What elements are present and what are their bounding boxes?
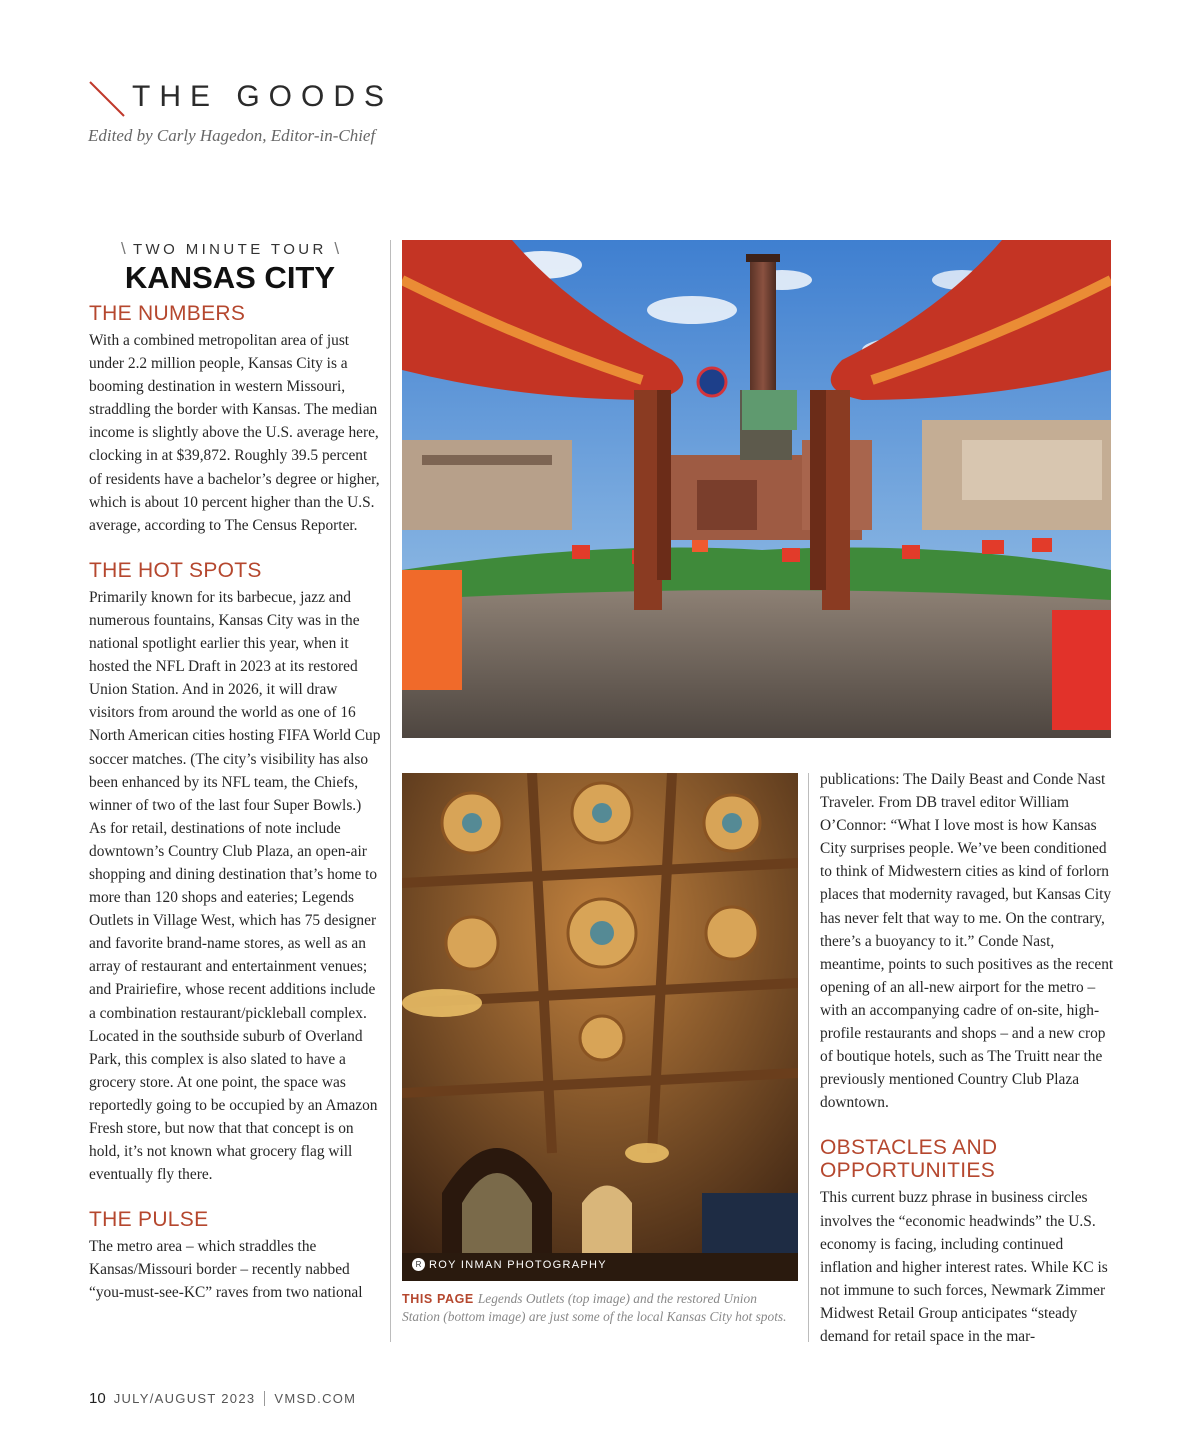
slash-icon	[88, 80, 128, 120]
body-the-pulse: The metro area – which straddles the Kansas/Missouri border – recently nabbed “you-must-see-KC” raves from two national	[89, 1238, 363, 1302]
photo-union-station-image	[402, 773, 798, 1281]
heading-obstacles-opportunities: OBSTACLES AND OPPORTUNITIES	[820, 1136, 998, 1183]
photo-credit	[412, 1258, 607, 1271]
page-number: 10	[89, 1390, 106, 1407]
column-right	[820, 768, 1115, 1370]
page-footer	[89, 1390, 356, 1407]
photo-credit-text: ROY INMAN PHOTOGRAPHY	[429, 1259, 607, 1271]
editor-credit: Edited by Carly Hagedon, Editor-in-Chief	[88, 126, 376, 145]
slash-icon: \	[334, 239, 340, 258]
caption-lead: THIS PAGE	[402, 1292, 474, 1306]
body-the-hot-spots: Primarily known for its barbecue, jazz and numerous fountains, Kansas City was in the national spotlight earlier this year, when it hosted the NFL Draft in 2023 at its restored Union Station. And in 2026, it will draw visitors from around the world as one of 16 North American cities hosting FIFA World Cup soccer matches. (The city’s visibility has also been enhanced by its NFL team, the Chiefs, winner of two of the last four Super Bowls.) As for retail, destinations of note include downtown’s Country Club Plaza, an open-air shopping and dining destination that’s home to more than 120 shops and eateries; Legends Outlets in Village West, which has 75 designer and favorite brand-name stores, as well as an array of restaurant and entertainment venues; and Prairiefire, whose recent additions include a combination restaurant/pickleball complex. Located in the southside suburb of Overland Park, this complex is also slated to have a grocery store. At one point, the space was reportedly going to be occupied by an Amazon Fresh store, but now that that concept is on hold, it’s not known what grocery flag will eventually fly there.	[89, 588, 381, 1184]
footer-divider	[264, 1391, 265, 1406]
site-url: VMSD.COM	[274, 1391, 357, 1406]
section-title: THE GOODS	[132, 80, 394, 113]
body-obstacles-opportunities: This current buzz phrase in business circles involves the “economic headwinds” the U.S. economy is facing, including continued inflation and higher interest rates. While KC is not immune to such forces, Newmark Zimmer Midwest Retail Group anticipates “steady demand for retail space in the mar-	[820, 1189, 1108, 1345]
body-the-numbers: With a combined metropolitan area of just under 2.2 million people, Kansas City is a booming destination in western Missouri, straddling the border with Kansas. The median income is slightly above the U.S. average here, clocking in at $39,872. Roughly 39.5 percent of residents have a bachelor’s degree or higher, which is about 10 percent higher than the U.S. average, according to The Census Reporter.	[89, 332, 380, 534]
column-rule	[390, 240, 391, 1342]
photo-union-station	[402, 773, 798, 1281]
column-rule	[808, 773, 809, 1342]
slash-icon: \	[120, 239, 126, 258]
photo-legends-outlets-image	[402, 240, 1111, 738]
photo-credit-badge: R	[412, 1258, 425, 1271]
photo-legends-outlets	[402, 240, 1111, 738]
body-pulse-continued: publications: The Daily Beast and Conde Nast Traveler. From DB travel editor William O’Connor: “What I love most is how Kansas City surprises people. We’ve been conditioned to think of Midwestern cities as kind of forlorn places that modernity ravaged, but Kansas City has never felt that way to me. On the contrary, there’s a buoyancy to it.” Conde Nast, meantime, points to such positives as the recent opening of an all-new airport for the metro – with an accompanying cadre of on-site, high-profile restaurants and shops – and a new crop of boutique hotels, such as The Truitt near the previously mentioned Country Club Plaza downtown.	[820, 771, 1114, 1112]
article-kicker	[90, 239, 370, 259]
kicker-text: TWO MINUTE TOUR	[132, 241, 327, 258]
column-left	[89, 302, 381, 1327]
heading-the-numbers: THE NUMBERS	[89, 302, 246, 325]
caption-text: Legends Outlets (top image) and the restored Union Station (bottom image) are just some of the local Kansas City hot spots.	[402, 1291, 787, 1324]
article-title: KANSAS CITY	[124, 260, 336, 295]
heading-the-pulse: THE PULSE	[89, 1208, 209, 1232]
photo-caption	[402, 1290, 798, 1326]
heading-the-hot-spots: THE HOT SPOTS	[89, 558, 262, 582]
issue-date: JULY/AUGUST 2023	[113, 1391, 256, 1406]
